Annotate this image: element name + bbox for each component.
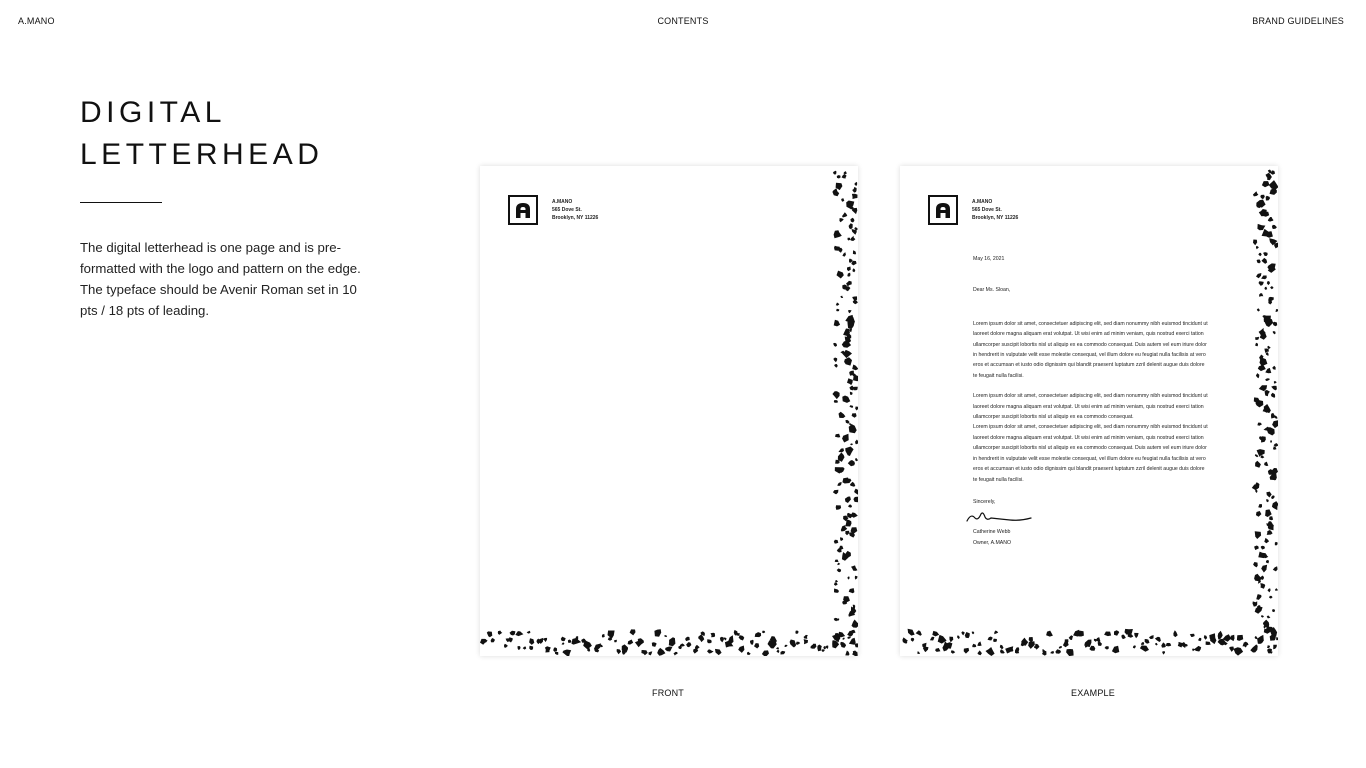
letterhead-company: A.MANO [552,199,573,205]
letter-date: May 16, 2021 [973,256,1005,262]
letter-paragraph-2: Lorem ipsum dolor sit amet, consectetuer adipiscing elit, sed diam nonummy nibh euismod tincidunt ut laoreet dolore magna aliquam erat volutpat. Ut wisi enim ad minim veniam, quis nostrud exerci tation ullamcorper suscipit lobortis nisl ut aliquip ex ea commodo consequat. [973,393,1208,421]
letterhead-company: A.MANO [972,199,993,205]
letter-paragraph-1: Lorem ipsum dolor sit amet, consectetuer adipiscing elit, sed diam nonummy nibh euismod tincidunt ut laoreet dolore magna aliquam erat volutpat. Ut wisi enim ad minim veniam, quis nostrud exerci tation ullamcorper suscipit lobortis nisl ut aliquip ex ea commodo consequat. Duis autem vel eum iriure dolor in hendrerit in vulputate velit esse molestie consequat, vel illum dolore eu feugiat nulla facilisis at vero eros et accumsan et iusto odio dignissim qui blandit praesent luptatum zzril delenit augue duis dolore te feugait nulla facilisi. [973,320,1208,379]
letterhead-street: 565 Dove St. [972,207,1002,213]
letterhead-example-preview [900,166,1278,656]
letter-signer-name: Catherine Webb [973,529,1011,536]
section-description: The digital letterhead is one page and is pre-formatted with the logo and pattern on the edge. The typeface should be Avenir Roman set in 10 pts / 18 pts of leading. [80,240,361,318]
brand-guidelines-link[interactable]: BRAND GUIDELINES [1252,16,1344,26]
page-title-line-2: LETTERHEAD [80,138,324,171]
title-divider [80,202,162,203]
letterhead-city: Brooklyn, NY 11226 [552,215,599,221]
letter-closing: Sincerely, [973,498,996,505]
page-title-line-1: DIGITAL [80,96,226,129]
letterhead-street: 565 Dove St. [552,207,582,213]
letter-greeting: Dear Ms. Sloan, [973,287,1011,294]
letterhead-address [552,198,598,222]
contents-link[interactable]: CONTENTS [657,16,709,26]
front-caption: FRONT [652,688,684,698]
letterhead-city: Brooklyn, NY 11226 [972,215,1019,221]
page-title [80,92,323,176]
brand-logo-text[interactable]: A.MANO [18,16,55,26]
letter-paragraph-3: Lorem ipsum dolor sit amet, consectetuer adipiscing elit, sed diam nonummy nibh euismod tincidunt ut laoreet dolore magna aliquam erat volutpat. Ut wisi enim ad minim veniam, quis nostrud exerci tation ullamcorper suscipit lobortis nisl ut aliquip ex ea commodo consequat. Duis autem vel eum iriure dolor in hendrerit in vulputate velit esse molestie consequat, vel illum dolore eu feugiat nulla facilisis at vero eros et accumsan et iusto odio dignissim qui blandit praesent luptatum zzril delenit augue duis dolore te feugait nulla facilisi. [973,424,1208,483]
letterhead-address [972,198,1018,222]
signature-icon [965,509,1035,525]
letter-signer-title: Owner, A.MANO [973,539,1012,546]
example-caption: EXAMPLE [1071,688,1115,698]
letterhead-front-preview [480,166,858,656]
example-letter-body [973,254,1209,548]
a-monogram-icon [508,195,538,225]
a-monogram-icon [928,195,958,225]
terrazzo-pattern [480,166,858,656]
